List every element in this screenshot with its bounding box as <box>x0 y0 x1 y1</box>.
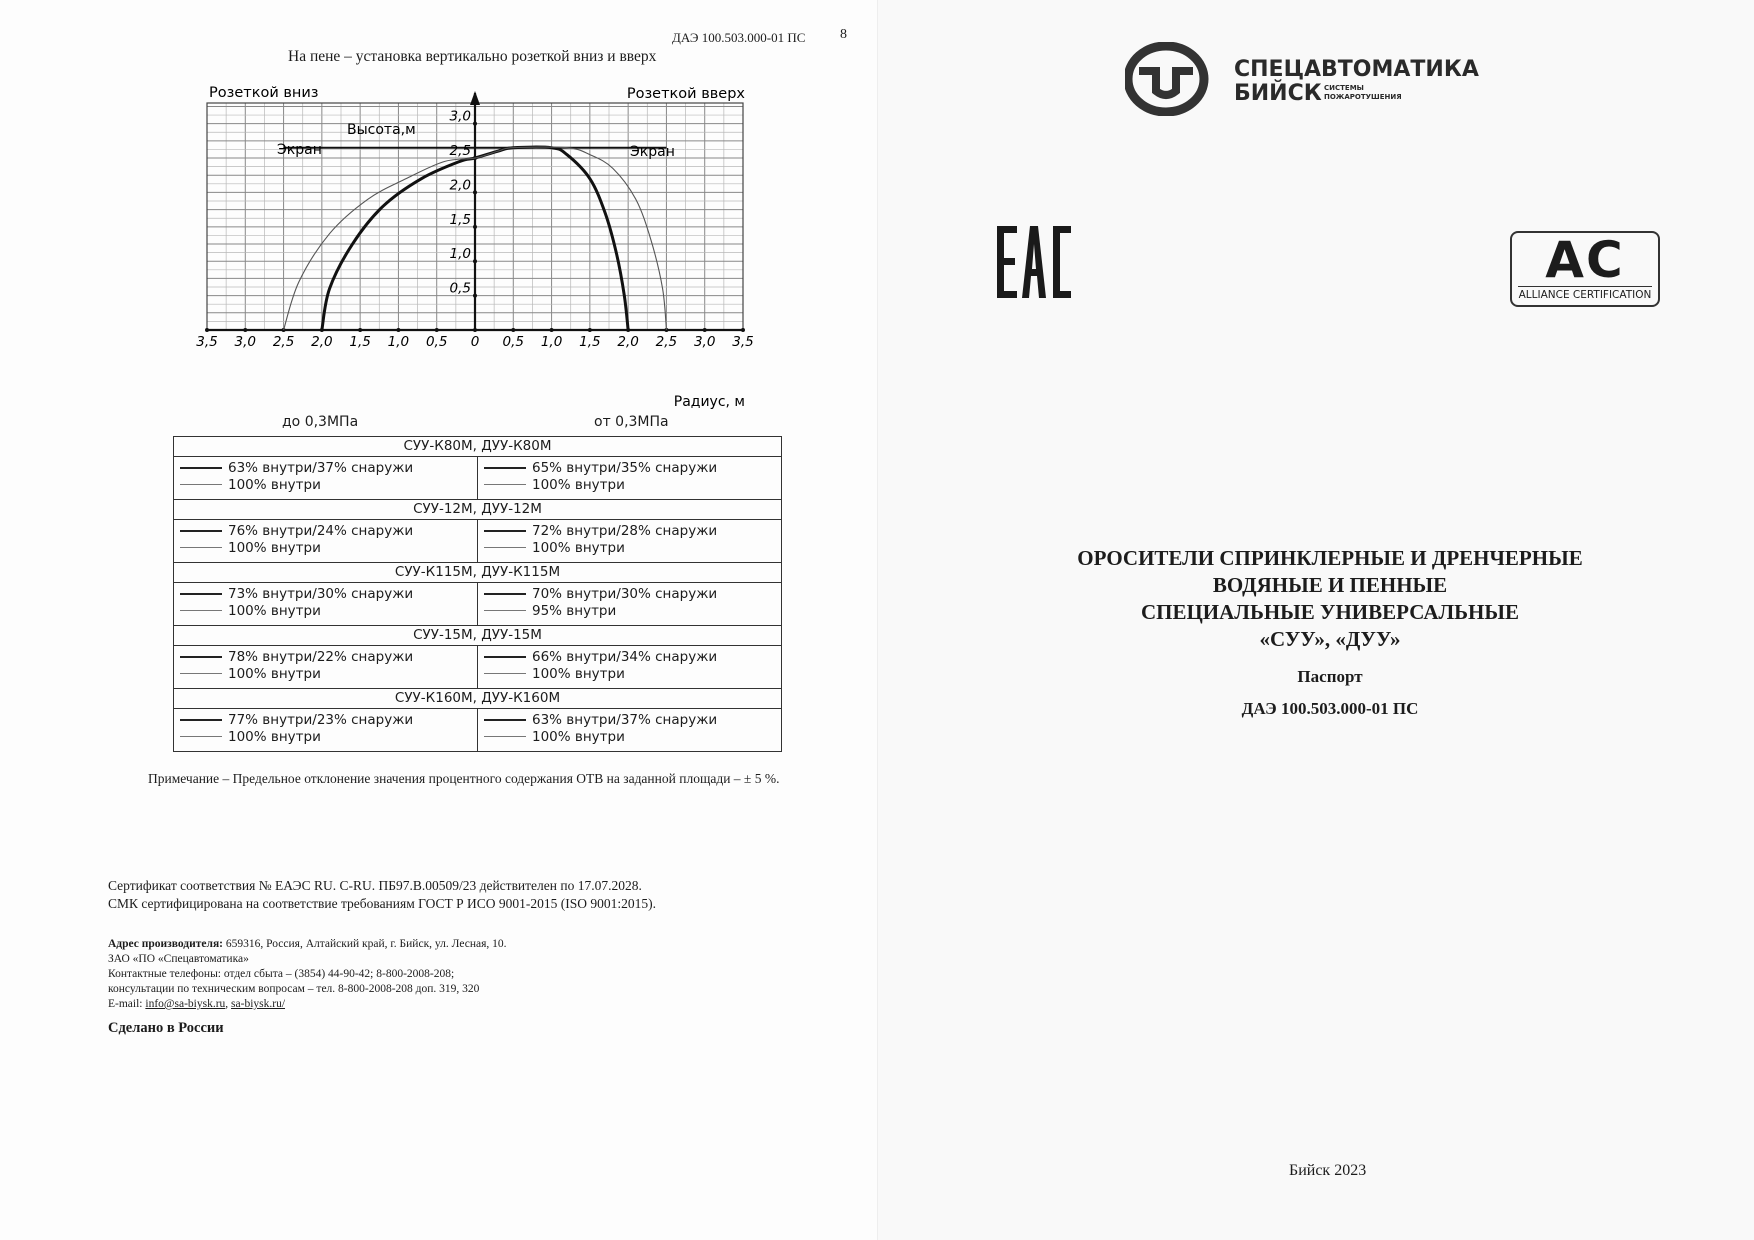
pressure-label-low: до 0,3МПа <box>282 414 359 430</box>
legend-text: 100% внутри <box>532 539 625 556</box>
page-fold <box>877 0 878 1240</box>
legend-cell-right <box>478 709 782 752</box>
city-year: Бийск 2023 <box>1289 1162 1367 1179</box>
ac-badge-letters: AC <box>1545 231 1625 289</box>
legend-text: 65% внутри/35% снаружи <box>532 459 718 476</box>
thin-line-swatch <box>180 610 222 611</box>
email-label: E-mail: <box>108 998 146 1010</box>
address-label: Адрес производителя: <box>108 938 224 950</box>
y-tick-mark <box>473 294 477 298</box>
title-line: СПЕЦИАЛЬНЫЕ УНИВЕРСАЛЬНЫЕ <box>1140 600 1520 624</box>
legend-table <box>173 436 782 752</box>
legend-cell-right <box>478 583 782 626</box>
legend-text: 76% внутри/24% снаружи <box>228 522 414 539</box>
certificate-block <box>108 877 656 913</box>
legend-row <box>484 522 775 539</box>
thick-line-swatch <box>484 719 526 721</box>
legend-cell-left <box>174 520 478 563</box>
legend-cell-left <box>174 457 478 500</box>
legend-text: 100% внутри <box>228 602 321 619</box>
note: Примечание – Предельное отклонение значения процентного содержания ОТВ на заданной площади – ± 5 %. <box>148 771 780 786</box>
logo-line1: СПЕЦАВТОМАТИКА <box>1234 57 1479 82</box>
legend-text: 100% внутри <box>228 476 321 493</box>
legend-text: 70% внутри/30% снаружи <box>532 585 718 602</box>
certificate-line: СМК сертифицирована на соответствие требованиям ГОСТ Р ИСО 9001-2015 (ISO 9001:2015). <box>108 896 657 911</box>
x-tick-mark <box>473 328 477 332</box>
eac-mark <box>997 226 1071 298</box>
address-block <box>108 937 507 1012</box>
y-tick-labels <box>450 109 477 298</box>
legend-row <box>484 585 775 602</box>
legend-row <box>180 539 471 556</box>
legend-text: 100% внутри <box>532 476 625 493</box>
made-in: Сделано в России <box>108 1020 224 1036</box>
y-tick-mark <box>473 225 477 229</box>
legend-row <box>484 648 775 665</box>
model-header: СУУ-12М, ДУУ-12М <box>174 500 782 520</box>
logo-line2: БИЙСК <box>1234 81 1322 106</box>
x-tick-mark <box>358 328 362 332</box>
legend-row <box>484 711 775 728</box>
y-axis-arrow-icon <box>470 91 480 105</box>
logo-tagline-2: ПОЖАРОТУШЕНИЯ <box>1324 93 1402 101</box>
x-tick-label: 2,5 <box>655 334 678 350</box>
chart-top-left-label: Розеткой вниз <box>209 85 319 101</box>
x-tick-label: 0,5 <box>425 334 448 350</box>
x-tick-label: 0,5 <box>502 334 525 350</box>
thick-line-swatch <box>180 656 222 658</box>
legend-row <box>484 459 775 476</box>
legend-row <box>180 459 471 476</box>
legend-row <box>180 665 471 682</box>
legend-text: 100% внутри <box>228 728 321 745</box>
legend-cell-right <box>478 646 782 689</box>
legend-cell-left <box>174 709 478 752</box>
x-tick-label: 3,0 <box>234 334 257 350</box>
x-tick-mark <box>205 328 209 332</box>
legend-text: 73% внутри/30% снаружи <box>228 585 414 602</box>
thick-line-swatch <box>180 467 222 469</box>
legend-text: 78% внутри/22% снаружи <box>228 648 414 665</box>
legend-cell-left <box>174 583 478 626</box>
legend-row <box>484 602 775 619</box>
x-tick-label: 1,5 <box>579 334 601 350</box>
company-name: ЗАО «ПО «Спецавтоматика» <box>108 953 249 965</box>
x-tick-mark <box>243 328 247 332</box>
page-number: 8 <box>840 27 847 42</box>
legend-text: 95% внутри <box>532 602 617 619</box>
thin-line-swatch <box>180 484 222 485</box>
thin-line-swatch <box>484 484 526 485</box>
thin-line-swatch <box>484 673 526 674</box>
thin-line-swatch <box>484 736 526 737</box>
x-tick-label: 2,0 <box>311 334 333 350</box>
title-line: «СУУ», «ДУУ» <box>1259 627 1401 651</box>
thick-line-swatch <box>484 530 526 532</box>
x-tick-label: 1,0 <box>540 334 563 350</box>
legend-text: 100% внутри <box>532 728 625 745</box>
x-tick-label: 2,0 <box>617 334 639 350</box>
y-tick-label: 3,0 <box>449 108 471 125</box>
thick-line-swatch <box>484 593 526 595</box>
legend-row <box>484 476 775 493</box>
legend-text: 77% внутри/23% снаружи <box>228 711 414 728</box>
legend-text: 100% внутри <box>228 539 321 556</box>
phones: Контактные телефоны: отдел сбыта – (3854) 44-90-42; 8-800-2008-208; <box>108 968 455 980</box>
x-tick-label: 3,5 <box>732 334 754 350</box>
title-line: ОРОСИТЕЛИ СПРИНКЛЕРНЫЕ И ДРЕНЧЕРНЫЕ <box>1077 546 1583 570</box>
y-tick-label: 0,5 <box>449 280 471 297</box>
legend-row <box>484 665 775 682</box>
logo-tagline-1: СИСТЕМЫ <box>1324 84 1364 92</box>
email-link[interactable]: info@sa-biysk.ru <box>145 998 226 1010</box>
pressure-label-high: от 0,3МПа <box>594 414 669 430</box>
x-tick-label: 1,0 <box>387 334 410 350</box>
legend-text: 100% внутри <box>532 665 625 682</box>
legend-text: 63% внутри/37% снаружи <box>532 711 718 728</box>
document-code: ДАЭ 100.503.000-01 ПС <box>1241 699 1419 718</box>
x-axis-label: Радиус, м <box>673 394 745 410</box>
legend-text: 63% внутри/37% снаружи <box>228 459 414 476</box>
consult-phones: консультации по техническим вопросам – тел. 8-800-2008-208 доп. 319, 320 <box>108 983 480 995</box>
chart-caption: На пене – установка вертикально розеткой вниз и вверх <box>288 48 657 65</box>
spray-pattern-chart <box>190 78 770 418</box>
x-tick-label: 1,5 <box>349 334 371 350</box>
certificate-line: Сертификат соответствия № ЕАЭС RU. С-RU. ПБ97.В.00509/23 действителен по 17.07.2028. <box>108 878 642 893</box>
thin-line-swatch <box>180 547 222 548</box>
company-logo <box>1125 42 1545 116</box>
thick-line-swatch <box>180 530 222 532</box>
header-document-code: ДАЭ 100.503.000-01 ПС <box>672 30 806 45</box>
legend-row <box>180 522 471 539</box>
thin-line-swatch <box>180 736 222 737</box>
thick-line-swatch <box>484 467 526 469</box>
model-header: СУУ-К115М, ДУУ-К115М <box>174 563 782 583</box>
passport-label: Паспорт <box>1297 667 1363 686</box>
y-tick-label: 1,0 <box>449 246 471 263</box>
x-tick-label: 2,5 <box>272 334 295 350</box>
model-header: СУУ-15М, ДУУ-15М <box>174 626 782 646</box>
x-tick-labels <box>196 328 753 350</box>
x-tick-mark <box>741 328 745 332</box>
y-tick-label: 1,5 <box>449 211 471 228</box>
x-tick-label: 0 <box>470 334 480 350</box>
legend-row <box>180 585 471 602</box>
legend-text: 72% внутри/28% снаружи <box>532 522 718 539</box>
site-link[interactable]: sa-biysk.ru/ <box>231 998 286 1010</box>
title-line: ВОДЯНЫЕ И ПЕННЫЕ <box>1212 573 1448 597</box>
x-tick-mark <box>550 328 554 332</box>
thin-line-swatch <box>484 610 526 611</box>
ac-badge-caption: ALLIANCE CERTIFICATION <box>1518 286 1652 301</box>
x-tick-mark <box>703 328 707 332</box>
address-value: 659316, Россия, Алтайский край, г. Бийск, ул. Лесная, 10. <box>223 938 507 950</box>
legend-cell-right <box>478 520 782 563</box>
link-separator: , <box>225 998 232 1010</box>
model-header: СУУ-К160М, ДУУ-К160М <box>174 689 782 709</box>
x-tick-mark <box>396 328 400 332</box>
legend-text: 66% внутри/34% снаружи <box>532 648 718 665</box>
legend-text: 100% внутри <box>228 665 321 682</box>
legend-cell-right <box>478 457 782 500</box>
ac-certification-badge <box>1510 231 1660 307</box>
x-tick-mark <box>511 328 515 332</box>
model-header: СУУ-К80М, ДУУ-К80М <box>174 437 782 457</box>
document-title-block <box>1000 545 1660 719</box>
logo-emblem-icon <box>1128 46 1204 112</box>
x-tick-mark <box>588 328 592 332</box>
legend-row <box>180 648 471 665</box>
legend-row <box>484 728 775 745</box>
y-tick-mark <box>473 122 477 126</box>
legend-row <box>180 602 471 619</box>
thick-line-swatch <box>180 593 222 595</box>
thick-line-swatch <box>484 656 526 658</box>
y-tick-label: 2,0 <box>449 177 471 194</box>
x-tick-mark <box>435 328 439 332</box>
y-axis-label: Высота,м <box>347 122 416 138</box>
screen-label-right: Экран <box>630 144 675 160</box>
legend-row <box>484 539 775 556</box>
legend-row <box>180 476 471 493</box>
thin-line-swatch <box>180 673 222 674</box>
screen-label-left: Экран <box>277 142 322 158</box>
y-tick-label: 2,5 <box>449 143 471 160</box>
x-tick-label: 3,5 <box>196 334 218 350</box>
thin-line-swatch <box>484 547 526 548</box>
legend-cell-left <box>174 646 478 689</box>
y-tick-mark <box>473 259 477 263</box>
chart-top-right-label: Розеткой вверх <box>626 86 745 102</box>
y-tick-mark <box>473 190 477 194</box>
x-tick-label: 3,0 <box>693 334 716 350</box>
legend-row <box>180 711 471 728</box>
thick-line-swatch <box>180 719 222 721</box>
legend-row <box>180 728 471 745</box>
